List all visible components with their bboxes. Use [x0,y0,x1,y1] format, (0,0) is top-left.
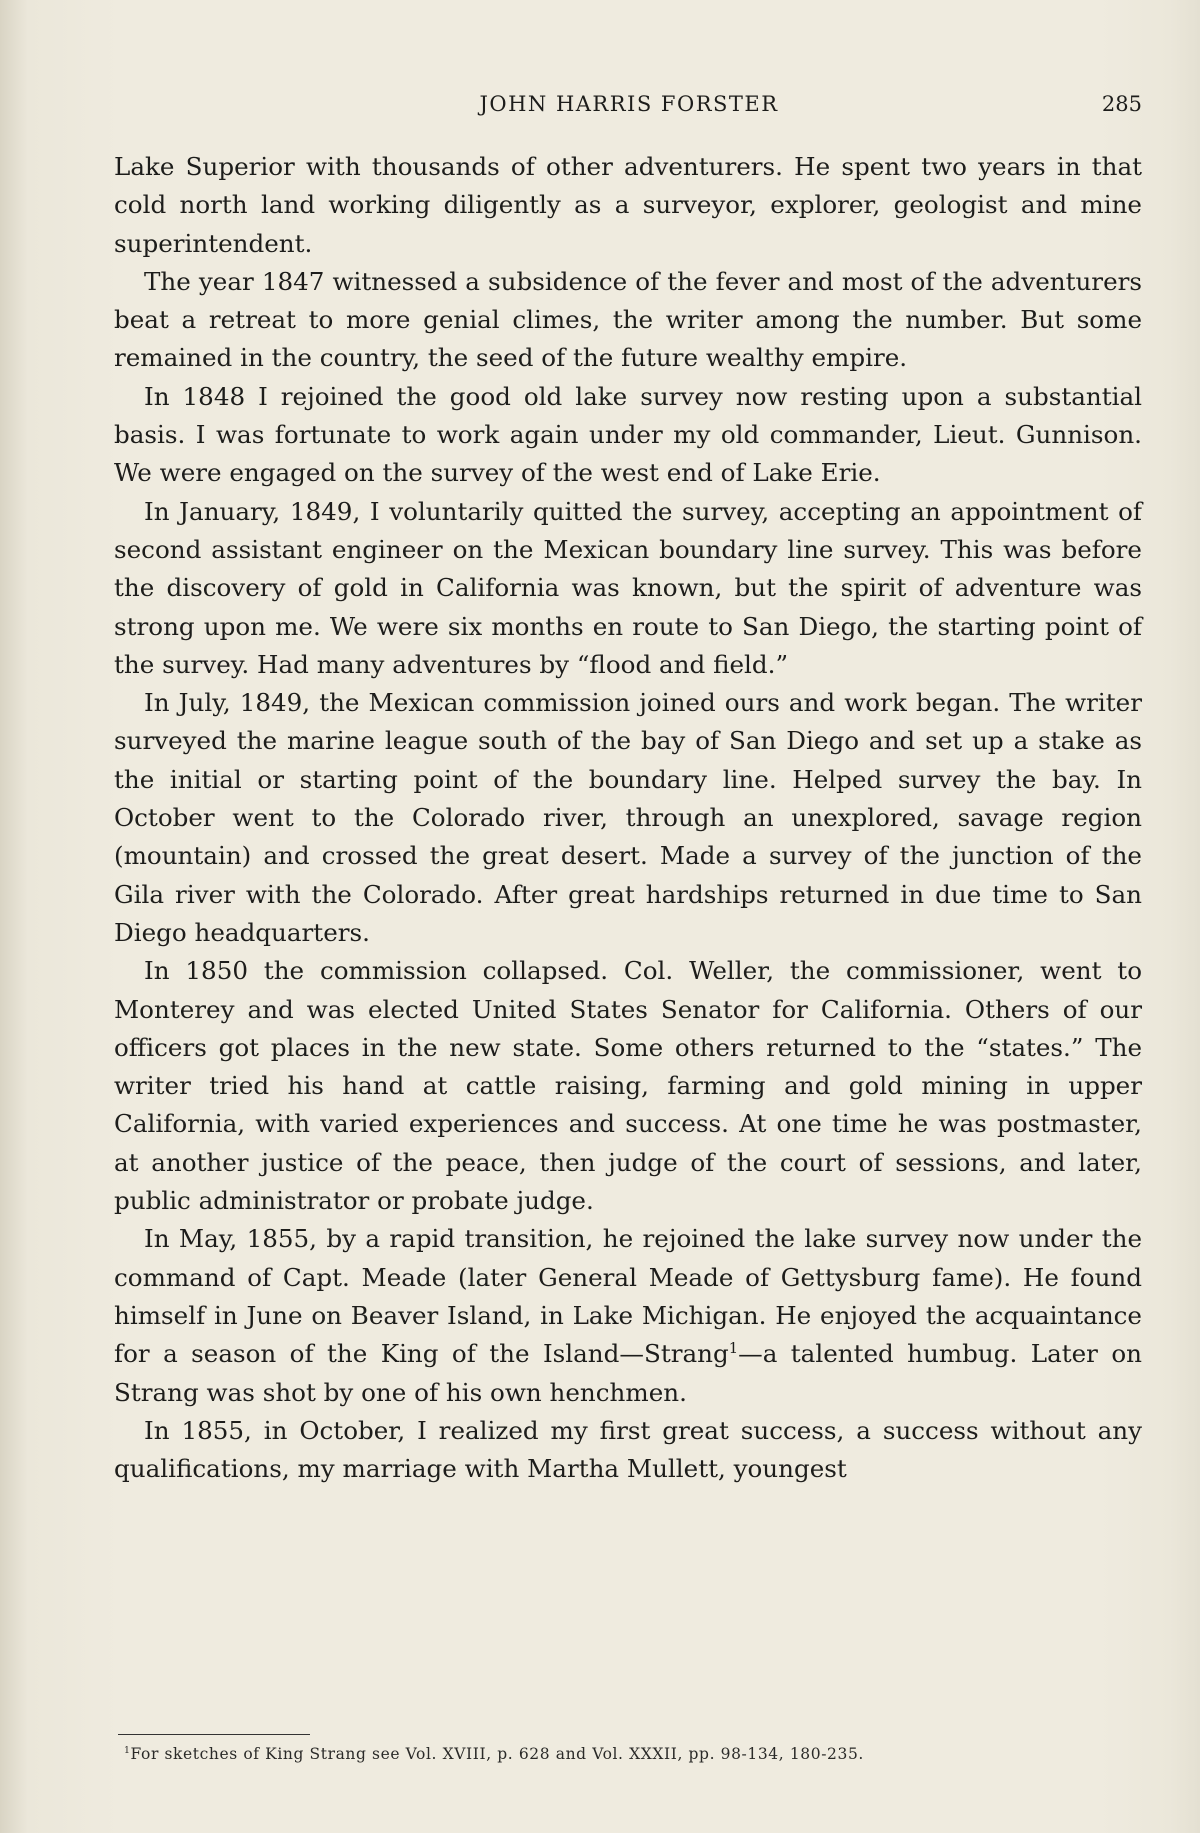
footnote-text: For sketches of King Strang see Vol. XVIII, p. 628 and Vol. XXXII, pp. 98-134, 180-235. [130,1745,864,1763]
footnote-rule [118,1734,310,1735]
paragraph-2: The year 1847 witnessed a subsidence of the fever and most of the adventurers beat a retreat to more genial climes, the writer among the number. But some remained in the country, the seed of the future wealthy empire. [114,266,1142,373]
body-text [114,148,1142,1488]
paragraph-7-text-b: —a talented humbug. Later on Strang was shot by one of his own henchmen. [114,1339,1142,1407]
running-head [116,92,1142,122]
page-number: 285 [1101,92,1142,116]
paragraph-3: In 1848 I rejoined the good old lake survey now resting upon a substantial basis. I was fortunate to work again under my old commander, Lieut. Gunnison. We were engaged on the survey of the west end of Lake Erie. [114,381,1142,488]
paragraph-5: In July, 1849, the Mexican commission joined ours and work began. The writer surveyed the marine league south of the bay of San Diego and set up a stake as the initial or starting point of the boundary line. Helped survey the bay. In October went to the Colorado river, through an unexplored, savage region (mountain) and crossed the great desert. Made a survey of the junction of the Gila river with the Colorado. After great hardships returned in due time to San Diego headquarters. [114,688,1142,947]
paragraph-8: In 1855, in October, I realized my first great success, a success without any qualifications, my marriage with Martha Mullett, youngest [114,1415,1142,1484]
paragraph-7-text-a: In May, 1855, by a rapid transition, he rejoined the lake survey now under the command of Capt. Meade (later General Meade of Gettysburg fame). He found himself in June on Beaver Island, in Lake Michigan. He enjoyed the acquaintance for a season of the King of the Island—Strang [114,1224,1142,1369]
running-title: JOHN HARRIS FORSTER [479,92,779,116]
paragraph-1: Lake Superior with thousands of other adventurers. He spent two years in that cold north land working diligently as a surveyor, explorer, geologist and mine superintendent. [114,152,1142,258]
paragraph-7 [114,1220,1142,1411]
footnote [124,1745,1154,1763]
paragraph-6: In 1850 the commission collapsed. Col. Weller, the commissioner, went to Monterey and was elected United States Senator for California. Others of our officers got places in the new state. Some others returned to the “states.” The writer tried his hand at cattle raising, farming and gold mining in upper California, with varied experiences and success. At one time he was postmaster, at another justice of the peace, then judge of the court of sessions, and later, public administrator or probate judge. [114,956,1142,1216]
footnote-reference: 1 [728,1340,739,1358]
footnote-marker: 1 [124,1744,131,1756]
paragraph-4: In January, 1849, I voluntarily quitted the survey, accepting an appointment of second assistant engineer on the Mexican boundary line survey. This was before the discovery of gold in California was known, but the spirit of adventure was strong upon me. We were six months en route to San Diego, the starting point of the survey. Had many adventures by “flood and field.” [114,496,1142,679]
